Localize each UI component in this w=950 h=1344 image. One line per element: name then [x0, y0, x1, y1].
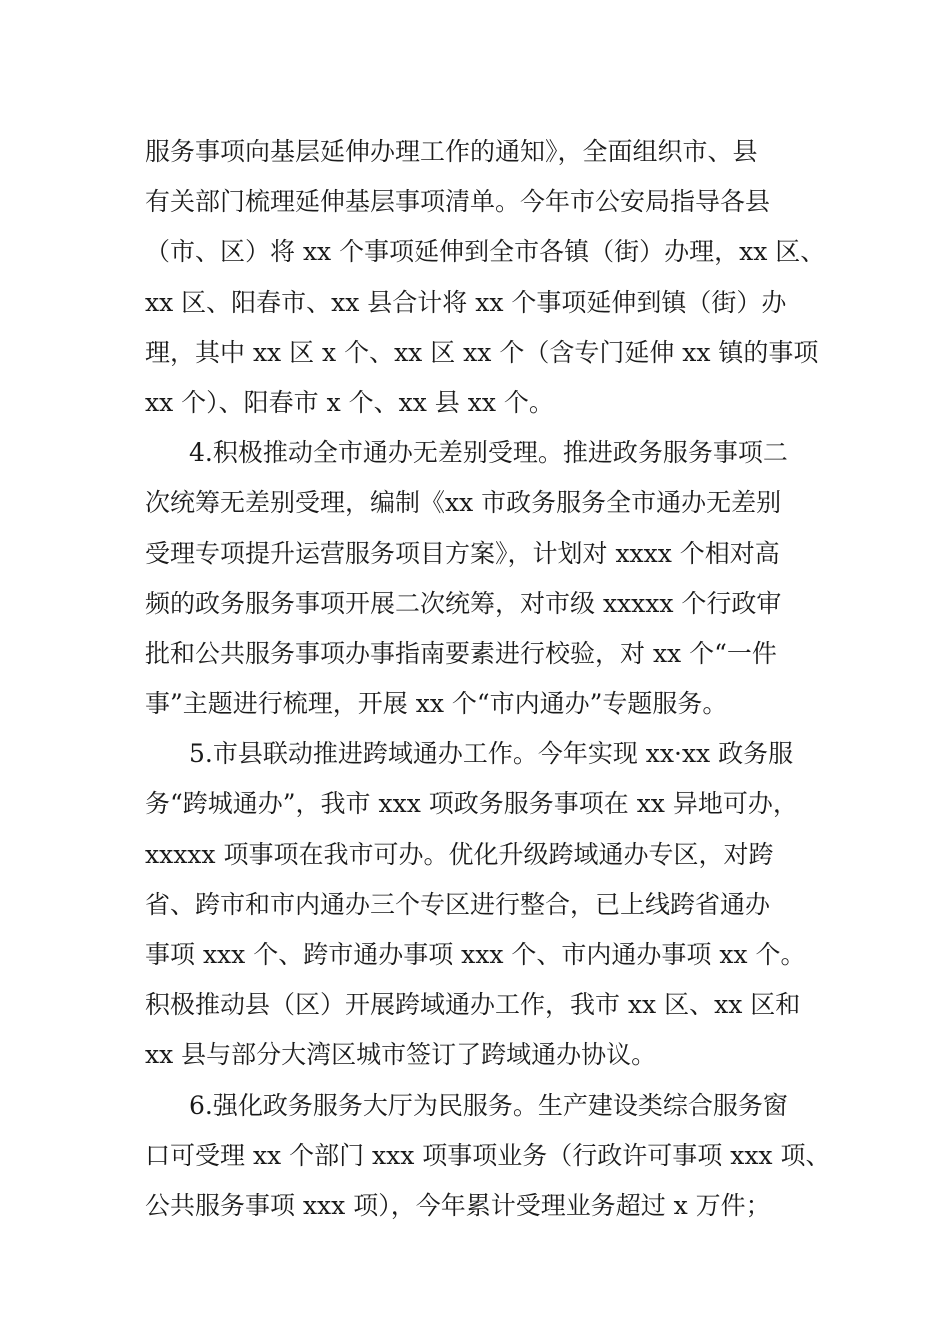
text-line: 理，其中 xx 区 x 个、xx 区 xx 个（含专门延伸 xx 镇的事项: [145, 337, 819, 367]
text-line: 公共服务事项 xxx 项），今年累计受理业务超过 x 万件；: [145, 1190, 771, 1220]
text-line: 事”主题进行梳理，开展 xx 个“市内通办”专题服务。: [145, 689, 728, 719]
text-line: 次统筹无差别受理，编制《xx 市政务服务全市通办无差别: [145, 488, 782, 518]
text-line: xx 区、阳春市、xx 县合计将 xx 个事项延伸到镇（街）办: [145, 287, 787, 317]
text-line: xx 县与部分大湾区城市签订了跨域通办协议。: [145, 1040, 657, 1070]
paragraph-4-heading-line: 4.积极推动全市通办无差别受理。推进政务服务事项二: [189, 438, 788, 468]
paragraph-5-heading-line: 5.市县联动推进跨域通办工作。今年实现 xx·xx 政务服: [189, 739, 794, 769]
text-line: 有关部门梳理延伸基层事项清单。今年市公安局指导各县: [145, 187, 771, 217]
text-line: xx 个）、阳春市 x 个、xx 县 xx 个。: [145, 387, 554, 417]
paragraph-6-heading-line: 6.强化政务服务大厅为民服务。生产建设类综合服务窗: [189, 1090, 788, 1120]
text-line: 务“跨城通办”，我市 xxx 项政务服务事项在 xx 异地可办，: [145, 789, 798, 819]
text-line: 频的政务服务事项开展二次统筹，对市级 xxxxx 个行政审: [145, 588, 782, 618]
text-line: 省、跨市和市内通办三个专区进行整合，已上线跨省通办: [145, 889, 771, 919]
text-line: 受理专项提升运营服务项目方案》，计划对 xxxx 个相对高: [145, 538, 780, 568]
text-line: 积极推动县（区）开展跨域通办工作，我市 xx 区、xx 区和: [145, 990, 801, 1020]
text-line: xxxxx 项事项在我市可办。优化升级跨域通办专区，对跨: [145, 839, 774, 869]
text-line: （市、区）将 xx 个事项延伸到全市各镇（街）办理，xx 区、: [145, 237, 826, 267]
text-line: 服务事项向基层延伸办理工作的通知》，全面组织市、县: [145, 137, 758, 166]
text-line: 事项 xxx 个、跨市通办事项 xxx 个、市内通办事项 xx 个。: [145, 940, 806, 969]
text-line: 口可受理 xx 个部门 xxx 项事项业务（行政许可事项 xxx 项、: [145, 1140, 831, 1170]
text-line: 批和公共服务事项办事指南要素进行校验，对 xx 个“一件: [145, 638, 777, 668]
document-body: [145, 127, 831, 1231]
